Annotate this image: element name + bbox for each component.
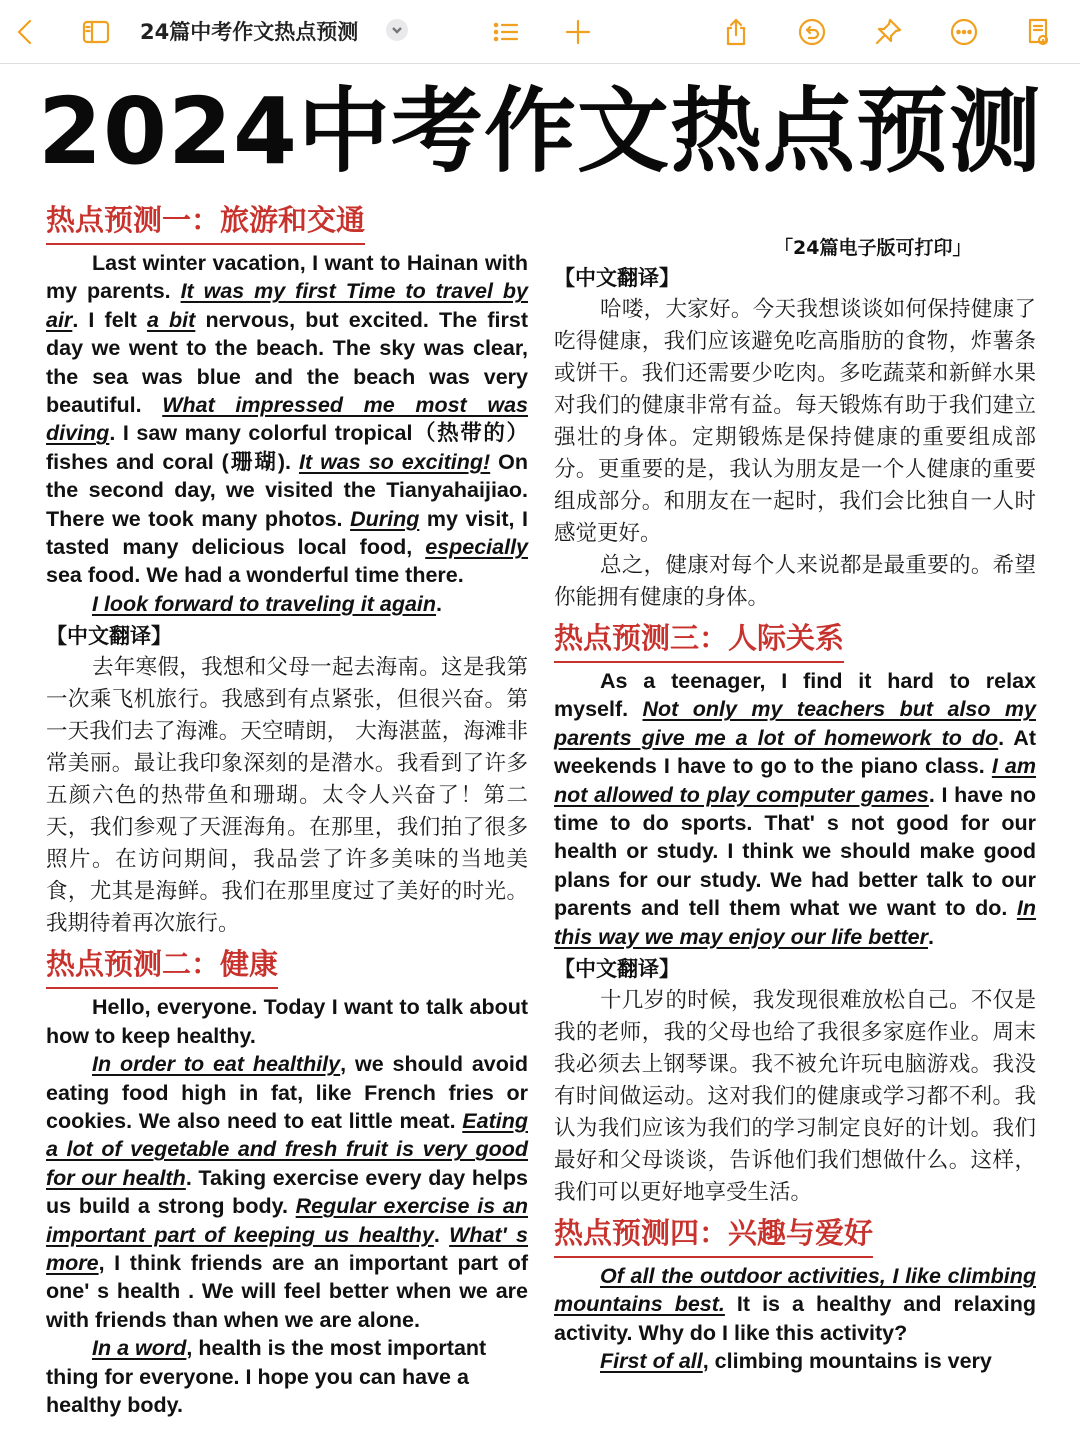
page-title: 2024中考作文热点预测 bbox=[37, 78, 1043, 185]
section-health-conclusion: In a word, health is the most important thing for everyone. I hope you can have a healthy body. bbox=[46, 1336, 487, 1417]
share-icon[interactable] bbox=[716, 12, 756, 52]
more-icon[interactable] bbox=[944, 12, 984, 52]
plus-icon[interactable] bbox=[558, 12, 598, 52]
printable-note: 「24篇电子版可打印」 bbox=[774, 237, 972, 259]
translation-label: 【中文翻译】 bbox=[554, 266, 680, 290]
translation-label: 【中文翻译】 bbox=[554, 957, 680, 982]
section-health-chinese-conclusion: 总之，健康对每个人来说都是最重要的。希望你能拥有健康的身体。 bbox=[554, 553, 1036, 610]
section-title-hobbies: 热点预测四：兴趣与爱好 bbox=[554, 1211, 873, 1258]
section-relationships-chinese: 十几岁的时候，我发现很难放松自己。不仅是我的老师，我的父母也给了我很多家庭作业。周末我必须去上钢琴课。我不被允许玩电脑游戏。我没有时间做运动。这对我们的健康或学习都不利。我认为我们应该为我们的学习制定良好的计划。我们最好和父母谈谈，告诉他们我们想做什么。这样，我们可以更好地享受生活。 bbox=[554, 988, 1036, 1206]
section-hobbies-english: Of all the outdoor activities, I like climbing mountains best. It is a healthy and relaxing activity. Why do I like this activity? bbox=[554, 1264, 1036, 1345]
section-travel-english: Last winter vacation, I want to Hainan with my parents. It was my first Time to travel by air. I felt a bit nervous, but excited. The first day we went to the beach. The sky was clear, the sea was blue and the beach was very beautiful. What impressed me most was diving. I saw many colorful tropical（热带的） fishes and coral (珊瑚). It was so exciting! On the second day, we visited the Tianyahaijiao. There we took many photos. During my visit, I tasted many delicious local food, especially sea food. We had a wonderful time there. bbox=[46, 251, 529, 588]
section-title-relationships: 热点预测三：人际关系 bbox=[554, 616, 844, 663]
left-column bbox=[46, 198, 528, 1419]
section-health-body: In order to eat healthily, we should avoid eating food high in fat, like French fries or cookies. We also need to eat little meat. Eating a lot of vegetable and fresh fruit is very good for our health. Taking exercise every day helps us build a strong body. Regular exercise is an important part of keeping us healthy. What' s more, I think friends are an important part of one' s health . We will feel better when we are with friends than when we are alone. bbox=[46, 1052, 529, 1332]
section-hobbies-english-2: First of all, climbing mountains is very bbox=[600, 1349, 992, 1374]
section-health-chinese: 哈喽，大家好。今天我想谈谈如何保持健康了吃得健康，我们应该避免吃高脂肪的食物，炸薯条或饼干。我们还需要少吃肉。多吃蔬菜和新鲜水果对我们的健康非常有益。每天锻炼有助于我们建立强壮的身体。定期锻炼是保持健康的重要组成部分。更重要的是，我认为朋友是一个人健康的重要组成部分。和朋友在一起时，我们会比独自一人时感觉更好。 bbox=[554, 297, 1036, 546]
section-health-intro: Hello, everyone. Today I want to talk about how to keep healthy. bbox=[46, 995, 528, 1048]
chevron-down-icon[interactable] bbox=[386, 19, 408, 41]
back-icon[interactable] bbox=[6, 12, 46, 52]
section-title-travel: 热点预测一：旅游和交通 bbox=[46, 198, 365, 245]
top-toolbar bbox=[0, 0, 1080, 64]
section-travel-chinese: 去年寒假，我想和父母一起去海南。这是我第一次乘飞机旅行。我感到有点紧张，但很兴奋。第一天我们去了海滩。天空晴朗， 大海湛蓝，海滩非常美丽。最让我印象深刻的是潜水。我看到了许多五颜六色的热带鱼和珊瑚。太令人兴奋了！第二天，我们参观了天涯海角。在那里，我们拍了很多照片。在访问期间，我品尝了许多美味的当地美食，尤其是海鲜。我们在那里度过了美好的时光。我期待着再次旅行。 bbox=[46, 655, 528, 937]
list-icon[interactable] bbox=[486, 12, 526, 52]
undo-icon[interactable] bbox=[792, 12, 832, 52]
translation-label: 【中文翻译】 bbox=[46, 624, 172, 649]
pin-icon[interactable] bbox=[868, 12, 908, 52]
right-column bbox=[554, 203, 1036, 1376]
sidebar-icon[interactable] bbox=[76, 12, 116, 52]
reader-view-icon[interactable] bbox=[1018, 12, 1058, 52]
document-title[interactable]: 24篇中考作文热点预测 bbox=[140, 20, 359, 44]
section-travel-closing: I look forward to traveling it again. bbox=[92, 591, 443, 616]
section-title-health: 热点预测二：健康 bbox=[46, 942, 278, 989]
section-relationships-english: As a teenager, I find it hard to relax myself. Not only my teachers but also my parents give me a lot of homework to do. At weekends I have to go to the piano class. I am not allowed to play computer games. I have no time to do sports. That' s not good for our health or study. I think we should make good plans for our study. We had better talk to our parents and tell them what we want to do. In this way we may enjoy our life better. bbox=[554, 669, 1036, 949]
